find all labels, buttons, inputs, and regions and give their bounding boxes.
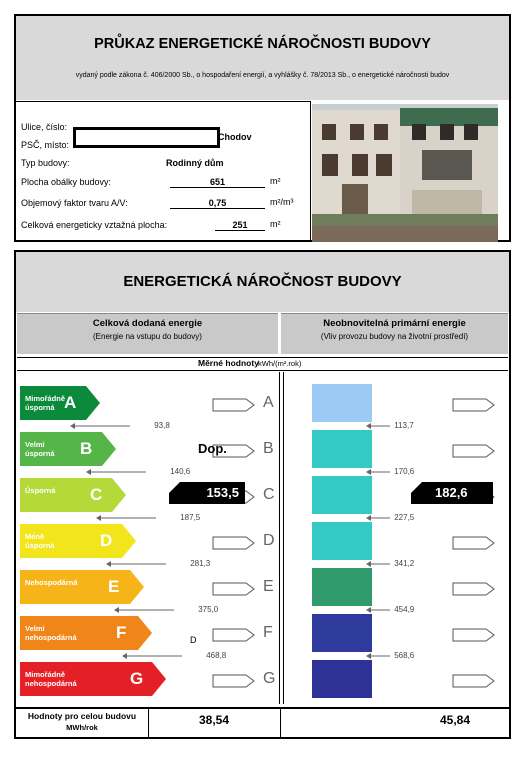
area-label: Plocha obálky budovy: (21, 177, 112, 187)
class-letter-c: C (90, 485, 103, 504)
ref-value: 251 (215, 220, 265, 231)
left-threshold-value: 187,5 (180, 513, 201, 522)
left-threshold-value: 468,8 (206, 651, 227, 660)
right-column-subtitle: (Vliv provozu budovy na životní prostředí) (320, 332, 469, 341)
street-label: Ulice, číslo: (21, 122, 68, 132)
class-letter-a: A (64, 393, 77, 412)
footer-divider-2 (280, 709, 281, 737)
grade-letter-g: G (263, 670, 276, 687)
left-value-marker (169, 482, 245, 504)
left-threshold-value: 375,0 (198, 605, 219, 614)
right-pointer-f (452, 628, 496, 647)
right-threshold-value: 454,9 (394, 605, 415, 614)
primary-bar-c (312, 476, 372, 514)
footer-label: Hodnoty pro celou budovu (27, 711, 137, 721)
class-letter-g: G (130, 669, 144, 688)
right-threshold-d (366, 559, 414, 568)
right-total: 45,84 (440, 713, 471, 727)
right-pointer-e (452, 582, 496, 601)
primary-bar-d (312, 522, 372, 560)
left-threshold-value: 281,3 (190, 559, 211, 568)
right-pointer-b (452, 444, 496, 463)
left-pointer-e (212, 582, 256, 601)
footer-unit: MWh/rok (66, 723, 98, 732)
address-redaction (73, 127, 220, 148)
class-arrow-e (20, 570, 148, 604)
left-pointer-f (212, 628, 256, 647)
class-label-a: Mimořádně úsporná (25, 394, 66, 412)
grade-letter-b: B (263, 440, 274, 457)
type-value: Rodinný dům (166, 158, 224, 168)
left-total: 38,54 (198, 713, 230, 727)
left-pointer-g (212, 674, 256, 693)
left-threshold-c (96, 513, 200, 522)
right-pointer-a (452, 398, 496, 417)
specific-unit: kWh/(m².rok) (258, 359, 302, 368)
left-threshold-e (114, 605, 218, 614)
left-threshold-f (122, 651, 226, 660)
right-value-marker (411, 482, 493, 504)
grade-letter-f: F (263, 624, 273, 641)
page-title: PRŮKAZ ENERGETICKÉ NÁROČNOSTI BUDOVY (94, 36, 431, 52)
factor-label: Objemový faktor tvaru A/V: (21, 198, 128, 208)
right-threshold-c (366, 513, 414, 522)
class-label-f: Velmi nehospodárná (25, 624, 77, 642)
ref-unit: m² (270, 219, 281, 229)
left-pointer-a (212, 398, 256, 417)
left-threshold-a (70, 421, 170, 430)
right-threshold-a (366, 421, 414, 430)
class-letter-d: D (100, 531, 113, 550)
page-subtitle: vydaný podle zákona č. 406/2000 Sb., o hospodaření energií, a vyhlášky č. 78/2013 Sb., o energetické náročnosti budov (75, 72, 450, 79)
dop-label: Dop. (198, 441, 227, 456)
right-threshold-value: 568,6 (394, 651, 415, 660)
class-letter-f: F (116, 623, 127, 642)
ref-label: Celková energeticky vztažná plocha: (21, 220, 168, 230)
primary-bar-a (312, 384, 372, 422)
left-column-subtitle: (Energie na vstupu do budovy) (93, 332, 202, 341)
class-letter-e: E (108, 577, 120, 596)
psc-label: PSČ, místo: (21, 140, 70, 150)
right-threshold-b (366, 467, 414, 476)
class-label-b: Velmi úsporná (25, 440, 55, 458)
left-pointer-d (212, 536, 256, 555)
factor-unit: m²/m³ (270, 197, 294, 207)
right-threshold-value: 227,5 (394, 513, 415, 522)
grade-letter-e: E (263, 578, 274, 595)
class-label-g: Mimořádně nehospodárná (25, 670, 77, 688)
class-label-d: Méně úsporná (25, 532, 55, 550)
grade-letter-a: A (263, 394, 274, 411)
class-letter-b: B (80, 439, 93, 458)
header-band (16, 16, 509, 100)
left-threshold-b (86, 467, 190, 476)
section-title: ENERGETICKÁ NÁROČNOST BUDOVY (123, 273, 402, 290)
primary-bar-e (312, 568, 372, 606)
right-threshold-f (366, 651, 414, 660)
right-pointer-d (452, 536, 496, 555)
right-threshold-value: 170,6 (394, 467, 415, 476)
area-value: 651 (170, 177, 265, 188)
d-mark: D (190, 635, 197, 645)
right-threshold-e (366, 605, 414, 614)
primary-bar-g (312, 660, 372, 698)
area-unit: m² (270, 176, 281, 186)
class-arrow-c (20, 478, 130, 512)
left-column-title: Celková dodaná energie (92, 318, 203, 329)
left-threshold-d (106, 559, 210, 568)
building-photo (312, 104, 498, 242)
primary-bar-f (312, 614, 372, 652)
left-threshold-value: 140,6 (170, 467, 191, 476)
right-pointer-g (452, 674, 496, 693)
class-label-c: Úsporná (25, 486, 56, 495)
grade-letter-d: D (263, 532, 275, 549)
right-threshold-value: 113,7 (394, 421, 414, 430)
primary-bar-b (312, 430, 372, 468)
right-threshold-value: 341,2 (394, 559, 415, 568)
class-label-e: Nehospodárná (25, 578, 78, 587)
right-value-text: 182,6 (435, 485, 468, 500)
type-label: Typ budovy: (21, 158, 70, 168)
place-value: Chodov (218, 132, 252, 142)
factor-value: 0,75 (170, 198, 265, 209)
left-value-text: 153,5 (206, 485, 239, 500)
specific-label: Měrné hodnoty (198, 358, 259, 368)
right-column-title: Neobnovitelná primární energie (323, 318, 466, 329)
grade-letter-c: C (263, 486, 275, 503)
left-threshold-value: 93,8 (154, 421, 170, 430)
